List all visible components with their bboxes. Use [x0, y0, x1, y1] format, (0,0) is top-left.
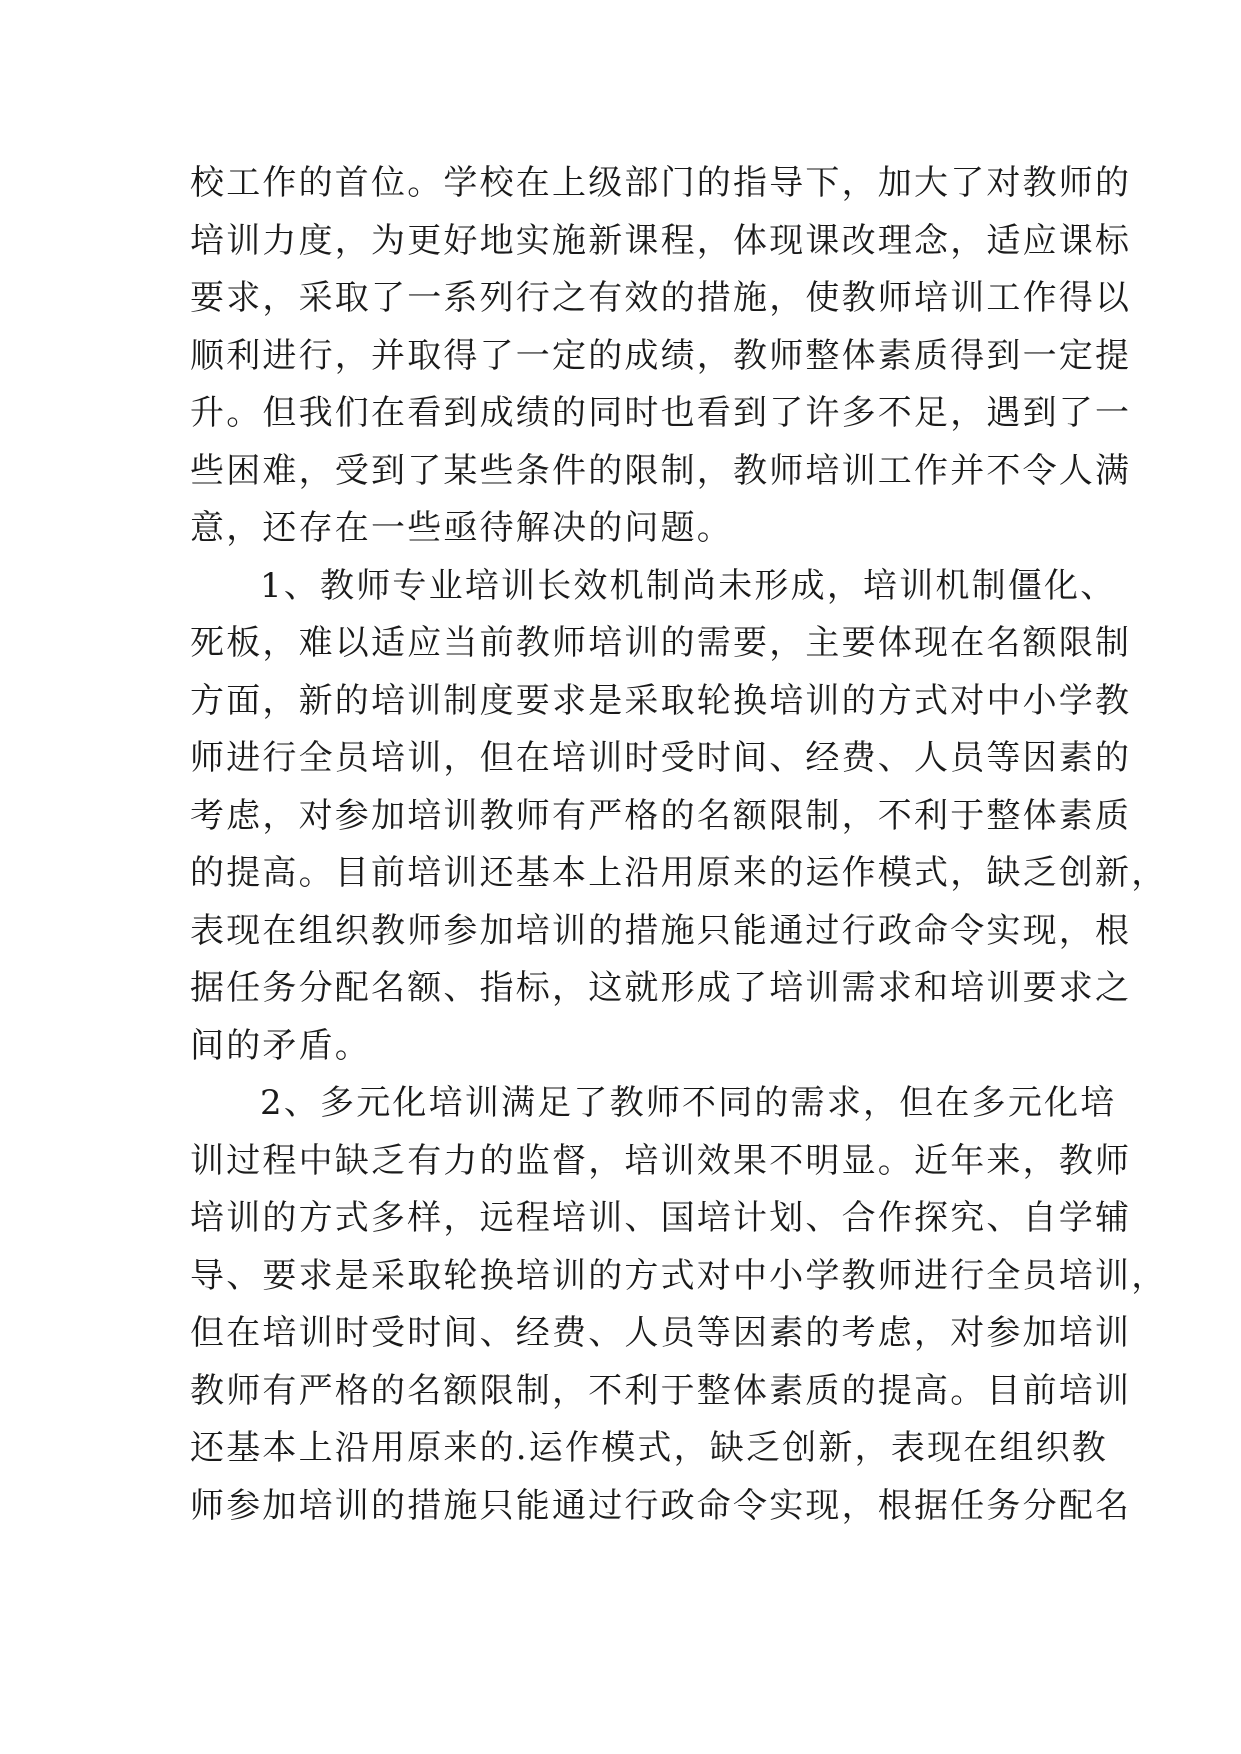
text-line: 据任务分配名额、指标，这就形成了培训需求和培训要求之: [190, 968, 1132, 1008]
text-line: 意，还存在一些亟待解决的问题。: [190, 508, 733, 548]
text-line: 表现在组织教师参加培训的措施只能通过行政命令实现，根: [190, 910, 1132, 951]
text-line: 顺利进行，并取得了一定的成绩，教师整体素质得到一定提: [190, 335, 1132, 376]
text-line: 的提高。目前培训还基本上沿用原来的运作模式，缺乏创新，: [190, 853, 1168, 893]
text-line: 培训的方式多样，远程培训、国培计划、合作探究、自学辅: [190, 1198, 1132, 1238]
text-line: 死板，难以适应当前教师培训的需要，主要体现在名额限制: [190, 623, 1132, 663]
paragraph-2-start: 2、多元化培训满足了教师不同的需求，但在多元化培: [260, 1083, 1117, 1123]
text-line: 但在培训时受时间、经费、人员等因素的考虑，对参加培训: [190, 1313, 1132, 1353]
text-line: 校工作的首位。学校在上级部门的指导下，加大了对教师的: [190, 163, 1132, 203]
text-line: 师参加培训的措施只能通过行政命令实现，根据任务分配名: [190, 1485, 1132, 1526]
text-line: 还基本上沿用原来的.运作模式，缺乏创新，表现在组织教: [190, 1428, 1109, 1468]
text-line: 些困难，受到了某些条件的限制，教师培训工作并不令人满: [190, 450, 1132, 491]
text-line: 导、要求是采取轮换培训的方式对中小学教师进行全员培训，: [190, 1255, 1168, 1296]
text-line: 教师有严格的名额限制，不利于整体素质的提高。目前培训: [190, 1370, 1132, 1411]
text-line: 训过程中缺乏有力的监督，培训效果不明显。近年来，教师: [190, 1140, 1132, 1181]
text-line: 方面，新的培训制度要求是采取轮换培训的方式对中小学教: [190, 680, 1132, 721]
text-line: 考虑，对参加培训教师有严格的名额限制，不利于整体素质: [190, 795, 1132, 836]
text-line: 师进行全员培训，但在培训时受时间、经费、人员等因素的: [190, 738, 1132, 778]
text-line: 要求，采取了一系列行之有效的措施，使教师培训工作得以: [190, 278, 1132, 318]
body-text: [190, 155, 1168, 1535]
text-line: 升。但我们在看到成绩的同时也看到了许多不足，遇到了一: [190, 393, 1132, 433]
text-line: 培训力度，为更好地实施新课程，体现课改理念，适应课标: [190, 220, 1132, 261]
paragraph-1-start: 1、教师专业培训长效机制尚未形成，培训机制僵化、: [260, 565, 1117, 606]
text-line: 间的矛盾。: [190, 1025, 371, 1066]
